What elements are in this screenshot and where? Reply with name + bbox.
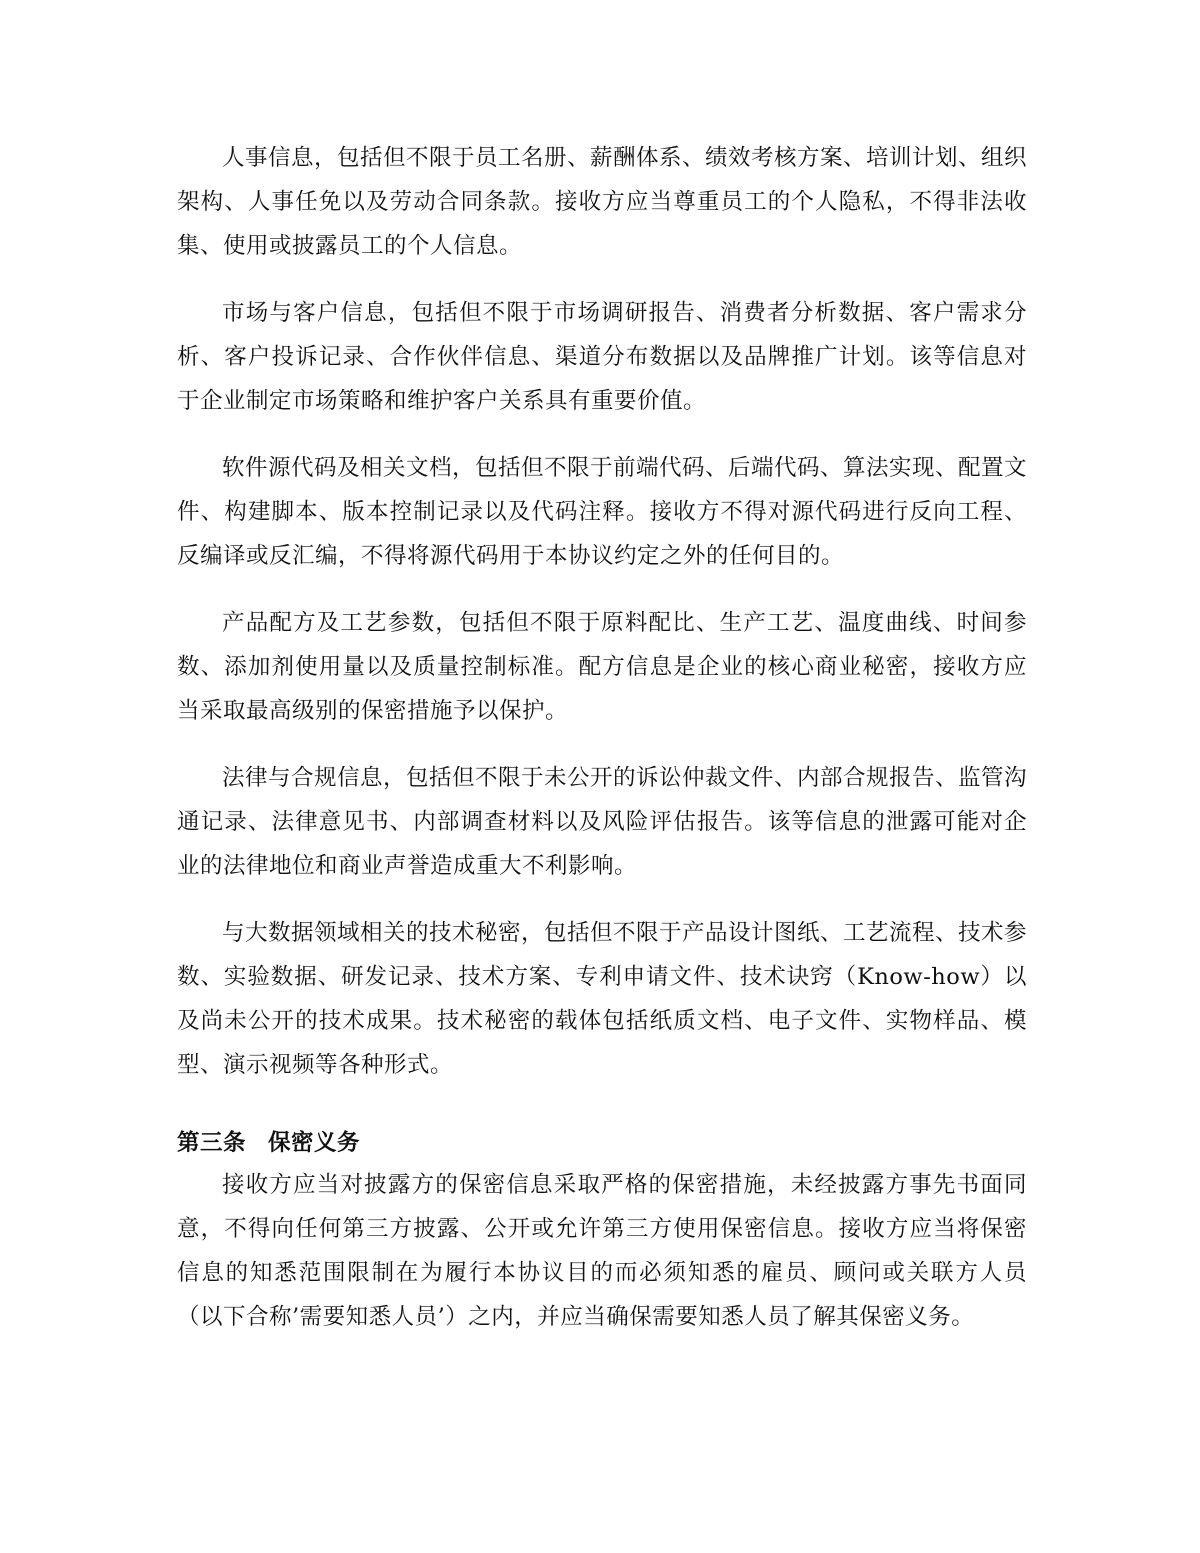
paragraph-confidentiality-obligation: 接收方应当对披露方的保密信息采取严格的保密措施，未经披露方事先书面同意，不得向任何第三方披露、公开或允许第三方使用保密信息。接收方应当将保密信息的知悉范围限制在为履行本协议目的而必须知悉的雇员、顾问或关联方人员（以下合称’需要知悉人员’）之内，并应当确保需要知悉人员了解其保密义务。 [177, 1172, 1027, 1330]
paragraph-legal-compliance: 法律与合规信息，包括但不限于未公开的诉讼仲裁文件、内部合规报告、监管沟通记录、法律意见书、内部调查材料以及风险评估报告。该等信息的泄露可能对企业的法律地位和商业声誉造成重大不利影响。 [177, 765, 1028, 879]
paragraph-personnel-info: 人事信息，包括但不限于员工名册、薪酬体系、绩效考核方案、培训计划、组织架构、人事任免以及劳动合同条款。接收方应当尊重员工的个人隐私，不得非法收集、使用或披露员工的个人信息。 [177, 145, 1028, 259]
section-title: 保密义务 [268, 1130, 361, 1156]
section-heading [177, 1123, 1027, 1163]
document-page [177, 136, 1027, 1362]
paragraph-technical-secrets: 与大数据领域相关的技术秘密，包括但不限于产品设计图纸、工艺流程、技术参数、实验数据、研发记录、技术方案、专利申请文件、技术诀窍（Know-how）以及尚未公开的技术成果。技术秘密的载体包括纸质文档、电子文件、实物样品、模型、演示视频等各种形式。 [177, 920, 1028, 1078]
paragraph-source-code: 软件源代码及相关文档，包括但不限于前端代码、后端代码、算法实现、配置文件、构建脚本、版本控制记录以及代码注释。接收方不得对源代码进行反向工程、反编译或反汇编，不得将源代码用于本协议约定之外的任何目的。 [177, 455, 1028, 569]
paragraph-formula-process: 产品配方及工艺参数，包括但不限于原料配比、生产工艺、温度曲线、时间参数、添加剂使用量以及质量控制标准。配方信息是企业的核心商业秘密，接收方应当采取最高级别的保密措施予以保护。 [177, 610, 1027, 724]
paragraph-market-customer-info: 市场与客户信息，包括但不限于市场调研报告、消费者分析数据、客户需求分析、客户投诉记录、合作伙伴信息、渠道分布数据以及品牌推广计划。该等信息对于企业制定市场策略和维护客户关系具有重要价值。 [177, 300, 1027, 414]
section-number: 第三条 [177, 1130, 247, 1156]
